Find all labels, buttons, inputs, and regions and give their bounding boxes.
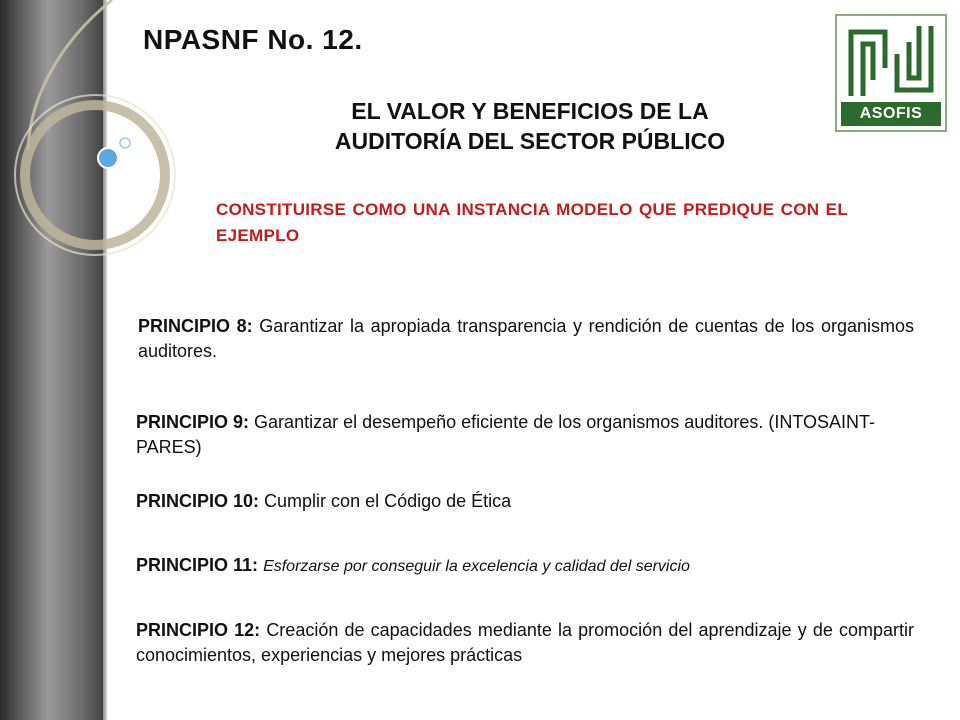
principle-text: Garantizar la apropiada transparencia y rendición de cuentas de los organismos auditores. xyxy=(138,316,914,361)
principle-text: Esforzarse por conseguir la excelencia y calidad del servicio xyxy=(263,558,690,575)
asofis-emblem-icon xyxy=(845,22,937,100)
principle-label: PRINCIPIO 8: xyxy=(138,316,253,336)
principle-label: PRINCIPIO 9: xyxy=(136,412,250,432)
subtitle-line-1: EL VALOR Y BENEFICIOS DE LA xyxy=(351,98,709,124)
principle-12 xyxy=(136,618,914,668)
logo-text: ASOFIS xyxy=(841,102,941,126)
decorative-side-panel xyxy=(0,0,107,720)
principle-label: PRINCIPIO 12: xyxy=(136,620,261,640)
principle-text: Garantizar el desempeño eficiente de los organismos auditores. (INTOSAINT-PARES) xyxy=(136,412,876,457)
principle-10 xyxy=(136,489,916,514)
slide-subtitle xyxy=(220,96,840,156)
principle-text: Cumplir con el Código de Ética xyxy=(264,491,512,511)
slide-title: NPASNF No. 12. xyxy=(143,24,363,55)
principle-11 xyxy=(136,553,926,579)
slogan-text: CONSTITUIRSE COMO UNA INSTANCIA MODELO QUE PREDIQUE CON EL EJEMPLO xyxy=(216,200,848,245)
asofis-logo xyxy=(835,14,947,132)
subtitle-line-2: AUDITORÍA DEL SECTOR PÚBLICO xyxy=(334,128,726,154)
principle-label: PRINCIPIO 11: xyxy=(136,555,259,575)
principle-label: PRINCIPIO 10: xyxy=(136,491,260,511)
principle-text: Creación de capacidades mediante la promoción del aprendizaje y de compartir conocimientos, experiencias y mejores prácticas xyxy=(136,620,914,665)
principle-9 xyxy=(136,410,936,460)
principle-8 xyxy=(138,314,914,364)
